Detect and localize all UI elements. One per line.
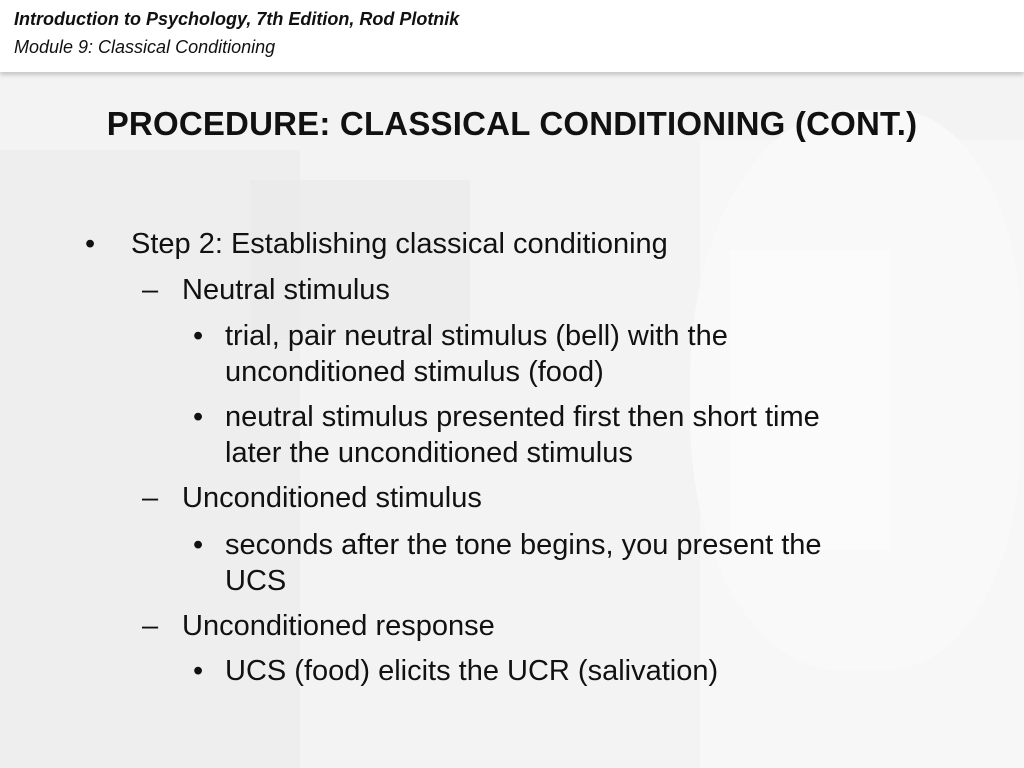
bullet-continuation: unconditioned stimulus (food) — [225, 356, 604, 388]
module-title: Module 9: Classical Conditioning — [14, 37, 276, 57]
slide-header — [0, 0, 1024, 72]
dash-marker: – — [142, 274, 159, 306]
sub-bullet-unconditioned-response — [142, 608, 495, 644]
bullet-marker: • — [193, 401, 204, 433]
bullet-text: Unconditioned stimulus — [182, 482, 482, 514]
bullet-text: Neutral stimulus — [182, 274, 390, 306]
bullet-continuation: later the unconditioned stimulus — [225, 437, 633, 469]
bullet-text: trial, pair neutral stimulus (bell) with the — [225, 320, 728, 352]
bullet-marker: • — [85, 228, 96, 260]
sub-sub-bullet — [193, 653, 719, 689]
sub-bullet-neutral-stimulus — [142, 272, 390, 308]
bullet-text: neutral stimulus presented first then short time — [225, 401, 820, 433]
bullet-step2 — [85, 226, 668, 262]
sub-sub-bullet — [193, 527, 822, 563]
book-title: Introduction to Psychology, 7th Edition, Rod Plotnik — [14, 9, 460, 29]
slide-title: PROCEDURE: CLASSICAL CONDITIONING (CONT.) — [106, 105, 918, 142]
sub-bullet-unconditioned-stimulus — [142, 480, 482, 516]
sub-sub-bullet — [193, 318, 728, 354]
bullet-marker: • — [193, 529, 204, 561]
bullet-text: Unconditioned response — [182, 610, 495, 642]
bullet-text: seconds after the tone begins, you present the — [225, 529, 822, 561]
bullet-marker: • — [193, 655, 204, 687]
bullet-text: UCS (food) elicits the UCR (salivation) — [225, 655, 719, 687]
bullet-text: Step 2: Establishing classical conditioning — [131, 228, 668, 260]
dash-marker: – — [142, 610, 159, 642]
sub-sub-bullet — [193, 399, 820, 435]
bullet-marker: • — [193, 320, 204, 352]
bullet-continuation: UCS — [225, 565, 287, 597]
dash-marker: – — [142, 482, 159, 514]
